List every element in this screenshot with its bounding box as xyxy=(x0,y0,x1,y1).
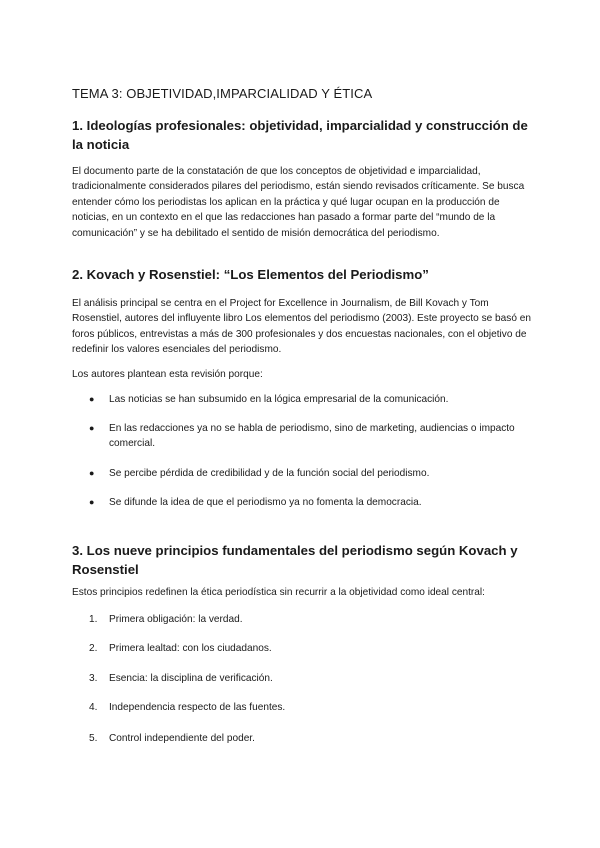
list-item xyxy=(72,700,285,715)
section-2-intro: Los autores plantean esta revisión porque: xyxy=(72,369,263,380)
list-item-text: Independencia respecto de las fuentes. xyxy=(109,702,286,713)
list-item-text: Se difunde la idea de que el periodismo ya no fomenta la democracia. xyxy=(109,497,422,508)
list-number: 1. xyxy=(89,614,98,625)
section-2-paragraph: El análisis principal se centra en el Project for Excellence in Journalism, de Bill Kovach y Tom Rosenstiel, autores del influyente libro Los elementos del periodismo (2003). Este proyecto se basó en foros públicos, entrevistas a más de 300 profesionales y dos encuestas nacionales, con el objetivo de redefinir los valores esenciales del periodismo. xyxy=(72,298,531,356)
list-item xyxy=(72,466,429,481)
list-item-text: Primera obligación: la verdad. xyxy=(109,614,243,625)
list-item xyxy=(72,421,534,452)
list-item-text: Esencia: la disciplina de verificación. xyxy=(109,673,273,684)
list-item xyxy=(72,731,255,746)
list-number: 3. xyxy=(89,673,98,684)
section-3-heading: 3. Los nueve principios fundamentales del periodismo según Kovach y Rosenstiel xyxy=(72,543,518,577)
list-item-text: Se percibe pérdida de credibilidad y de la función social del periodismo. xyxy=(109,468,430,479)
section-3-intro: Estos principios redefinen la ética periodística sin recurrir a la objetividad como ideal central: xyxy=(72,587,485,598)
bullet-icon: ● xyxy=(89,497,95,507)
list-item xyxy=(72,612,243,627)
bullet-icon: ● xyxy=(89,468,95,478)
list-item xyxy=(72,671,273,686)
list-item xyxy=(72,641,272,656)
list-item-text: Control independiente del poder. xyxy=(109,733,255,744)
bullet-icon: ● xyxy=(89,394,95,404)
list-item-text: En las redacciones ya no se habla de periodismo, sino de marketing, audiencias o impacto comercial. xyxy=(109,423,515,450)
section-1-heading: 1. Ideologías profesionales: objetividad, imparcialidad y construcción de la noticia xyxy=(72,118,528,152)
bullet-icon: ● xyxy=(89,423,95,433)
list-item-text: Primera lealtad: con los ciudadanos. xyxy=(109,643,272,654)
list-number: 5. xyxy=(89,733,98,744)
section-2-heading: 2. Kovach y Rosenstiel: “Los Elementos del Periodismo” xyxy=(72,267,429,282)
list-number: 4. xyxy=(89,702,98,713)
page-title: TEMA 3: OBJETIVIDAD,IMPARCIALIDAD Y ÉTICA xyxy=(72,86,373,101)
list-item-text: Las noticias se han subsumido en la lógica empresarial de la comunicación. xyxy=(109,394,449,405)
list-number: 2. xyxy=(89,643,98,654)
section-1-paragraph: El documento parte de la constatación de que los conceptos de objetividad e imparcialidad, tradicionalmente considerados pilares del periodismo, están siendo revisados críticamente. Se busca entender cómo los periodistas los aplican en la práctica y qué lugar ocupan en la producción de noticias, en un contexto en el que las redacciones han pasado a formar parte del “mundo de la comunicación” y se ha debilitado el sentido de misión democrática del periodismo. xyxy=(72,166,525,239)
list-item xyxy=(72,392,448,407)
list-item xyxy=(72,495,422,510)
